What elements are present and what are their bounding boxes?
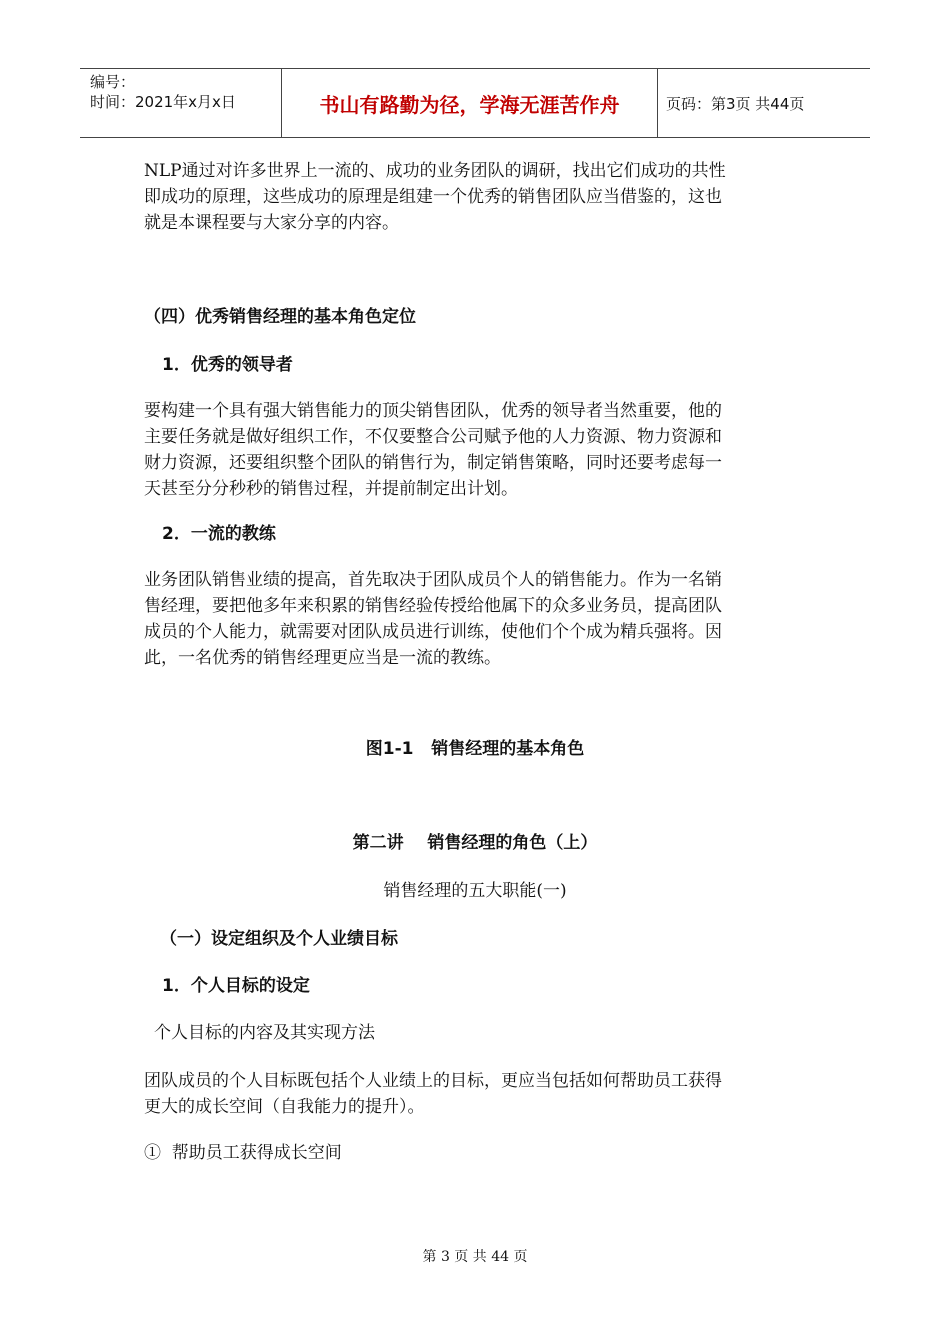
header-motto: 书山有路勤为径，学海无涯苦作舟 <box>319 92 620 117</box>
sub-3-desc: 个人目标的内容及其实现方法 <box>154 1023 375 1043</box>
section-1-title: （一）设定组织及个人业绩目标 <box>160 929 398 949</box>
sub-1-title: 1．优秀的领导者 <box>162 355 293 375</box>
section-4-title: （四）优秀销售经理的基本角色定位 <box>144 307 416 327</box>
page-header <box>80 68 870 138</box>
p2-line-4: 此，一名优秀的销售经理更应当是一流的教练。 <box>144 648 501 668</box>
lecture-subtitle: 销售经理的五大职能(一) <box>383 881 567 901</box>
page-footer: 第 3 页 共 44 页 <box>422 1249 528 1265</box>
p3-line-2: 更大的成长空间（自我能力的提升）。 <box>144 1097 425 1117</box>
doc-date-label: 时间：2021年x月x日 <box>90 93 236 111</box>
p2-line-2: 售经理，要把他多年来积累的销售经验传授给他属下的众多业务员，提高团队 <box>144 596 722 616</box>
p2-line-1: 业务团队销售业绩的提高，首先取决于团队成员个人的销售能力。作为一名销 <box>144 570 722 590</box>
intro-line-3: 就是本课程要与大家分享的内容。 <box>144 213 399 233</box>
intro-line-1: NLP通过对许多世界上一流的、成功的业务团队的调研，找出它们成功的共性 <box>144 161 726 181</box>
intro-line-2: 即成功的原理，这些成功的原理是组建一个优秀的销售团队应当借鉴的，这也 <box>144 187 722 207</box>
header-motto-cell <box>282 69 658 137</box>
sub-3-title: 1．个人目标的设定 <box>162 976 310 996</box>
sub-2-title: 2．一流的教练 <box>162 524 276 544</box>
p1-line-2: 主要任务就是做好组织工作，不仅要整合公司赋予他的人力资源、物力资源和 <box>144 427 722 447</box>
list-item-1: ① 帮助员工获得成长空间 <box>144 1143 342 1163</box>
p2-line-3: 成员的个人能力，就需要对团队成员进行训练，使他们个个成为精兵强将。因 <box>144 622 722 642</box>
p3-line-1: 团队成员的个人目标既包括个人业绩上的目标，更应当包括如何帮助员工获得 <box>144 1071 722 1091</box>
p1-line-4: 天甚至分分秒秒的销售过程，并提前制定出计划。 <box>144 479 518 499</box>
header-meta <box>80 69 282 137</box>
doc-id-label: 编号： <box>90 73 136 91</box>
p1-line-3: 财力资源，还要组织整个团队的销售行为，制定销售策略，同时还要考虑每一 <box>144 453 722 473</box>
p1-line-1: 要构建一个具有强大销售能力的顶尖销售团队，优秀的领导者当然重要，他的 <box>144 401 722 421</box>
lecture-title: 第二讲 销售经理的角色（上） <box>352 833 598 853</box>
header-page-info: 页码：第3页 共44页 <box>666 94 805 113</box>
figure-caption: 图1-1 销售经理的基本角色 <box>365 739 585 759</box>
